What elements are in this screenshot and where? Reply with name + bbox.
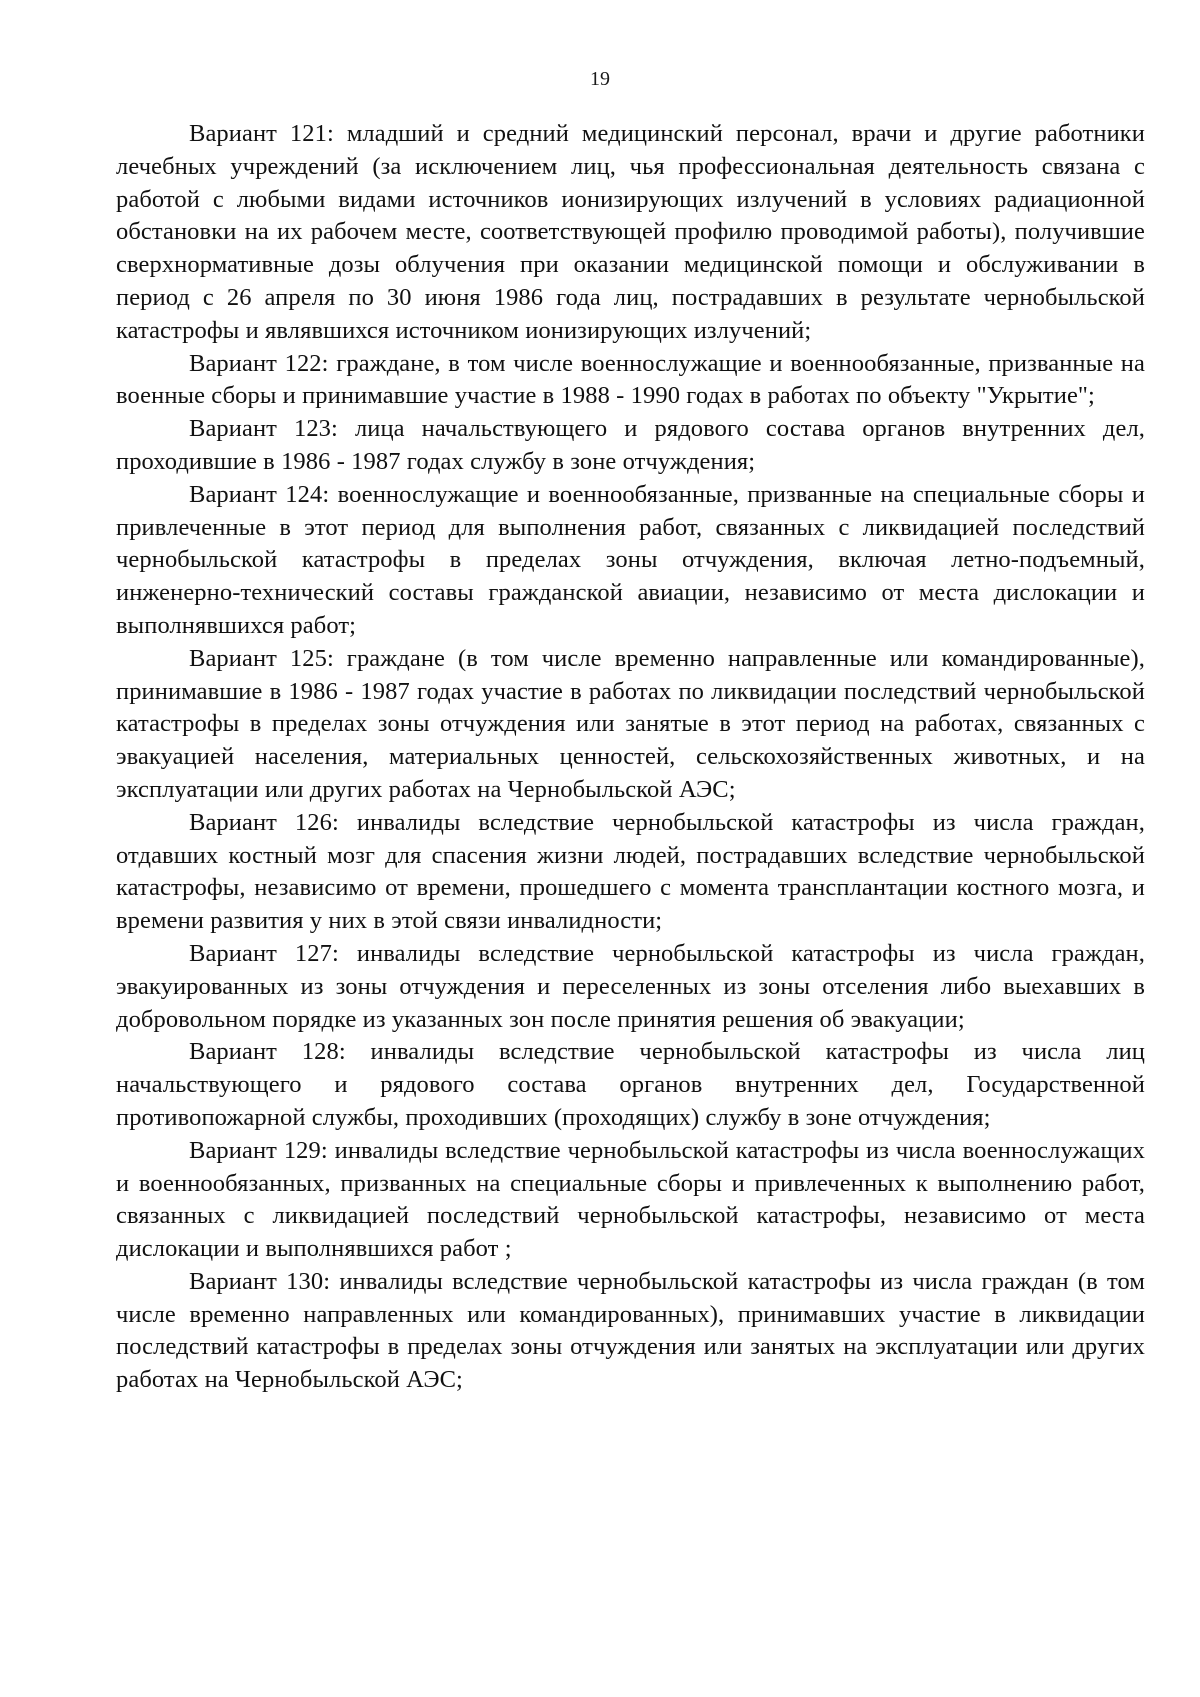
paragraph-variant-121: Вариант 121: младший и средний медицинский персонал, врачи и другие работники лечебных учреждений (за исключением лиц, чья профессиональная деятельность связана с работой с любыми видами источников ионизирующих излучений в условиях радиационной обстановки на их рабочем месте, соответствующей профилю проводимой работы), получившие сверхнормативные дозы облучения при оказании медицинской помощи и обслуживании в период с 26 апреля по 30 июня 1986 года лиц, пострадавших в результате чернобыльской катастрофы и являвшихся источником ионизирующих излучений; bbox=[116, 120, 1145, 344]
paragraph-variant-128: Вариант 128: инвалиды вследствие чернобыльской катастрофы из числа лиц начальствующего и рядового состава органов внутренних дел, Государственной противопожарной службы, проходивших (проходящих) службу в зоне отчуждения; bbox=[116, 1038, 1145, 1131]
paragraph-variant-122: Вариант 122: граждане, в том числе военнослужащие и военнообязанные, призванные на военные сборы и принимавшие участие в 1988 - 1990 годах в работах по объекту "Укрытие"; bbox=[116, 349, 1145, 410]
paragraph-variant-130: Вариант 130: инвалиды вследствие чернобыльской катастрофы из числа граждан (в том числе временно направленных или командированных), принимавших участие в ликвидации последствий катастрофы в пределах зоны отчуждения или занятых на эксплуатации или других работах на Чернобыльской АЭС; bbox=[116, 1267, 1145, 1394]
document-body bbox=[116, 118, 1145, 1397]
paragraph-variant-129: Вариант 129: инвалиды вследствие чернобыльской катастрофы из числа военнослужащих и военнообязанных, призванных на специальные сборы и привлеченных к выполнению работ, связанных с ликвидацией последствий чернобыльской катастрофы, независимо от места дислокации и выполнявшихся работ ; bbox=[116, 1136, 1145, 1263]
paragraph-variant-125: Вариант 125: граждане (в том числе временно направленные или командированные), принимавшие в 1986 - 1987 годах участие в работах по ликвидации последствий чернобыльской катастрофы в пределах зоны отчуждения или занятые в этот период на работах, связанных с эвакуацией населения, материальных ценностей, сельскохозяйственных животных, и на эксплуатации или других работах на Чернобыльской АЭС; bbox=[116, 644, 1145, 803]
paragraph-variant-127: Вариант 127: инвалиды вследствие чернобыльской катастрофы из числа граждан, эвакуированных из зоны отчуждения и переселенных из зоны отселения либо выехавших в добровольном порядке из указанных зон после принятия решения об эвакуации; bbox=[116, 939, 1145, 1033]
paragraph-variant-123: Вариант 123: лица начальствующего и рядового состава органов внутренних дел, проходившие в 1986 - 1987 годах службу в зоне отчуждения; bbox=[116, 415, 1145, 475]
page-number: 19 bbox=[590, 68, 610, 90]
paragraph-variant-124: Вариант 124: военнослужащие и военнообязанные, призванные на специальные сборы и привлеченные в этот период для выполнения работ, связанных с ликвидацией последствий чернобыльской катастрофы в пределах зоны отчуждения, включая летно-подъемный, инженерно-технический составы гражданской авиации, независимо от места дислокации и выполнявшихся работ; bbox=[116, 480, 1145, 639]
paragraph-variant-126: Вариант 126: инвалиды вследствие чернобыльской катастрофы из числа граждан, отдавших костный мозг для спасения жизни людей, пострадавших вследствие чернобыльской катастрофы, независимо от времени, прошедшего с момента трансплантации костного мозга, и времени развития у них в этой связи инвалидности; bbox=[116, 808, 1145, 935]
